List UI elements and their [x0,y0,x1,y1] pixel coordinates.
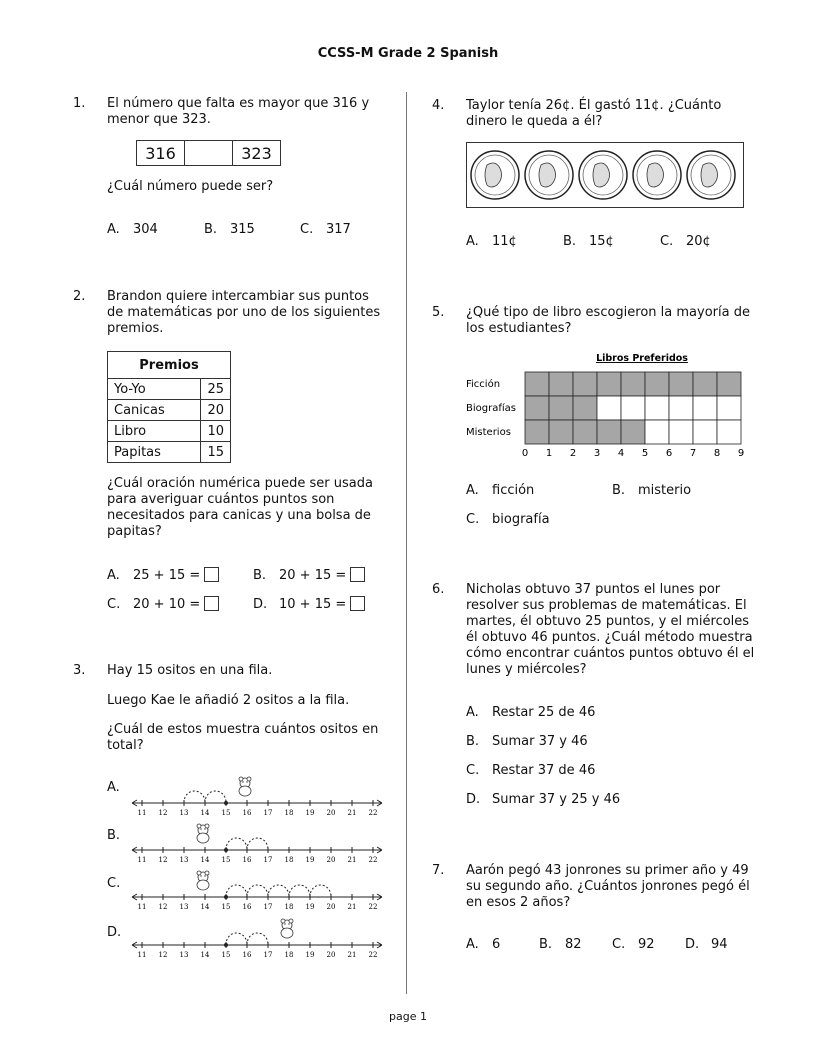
option-b[interactable] [539,937,582,952]
category-label: Misterios [466,427,511,438]
column-divider [406,92,407,994]
coins-illustration [467,143,743,207]
option-letter: B. [107,828,121,843]
answer-box [350,567,365,582]
option-text: misterio [638,483,692,498]
option-b[interactable] [107,828,120,843]
option-letter: D. [253,597,268,612]
bar-cell-filled [717,372,741,396]
tick-label: 11 [137,903,147,911]
tick-label: 20 [326,809,336,817]
option-text: Restar 25 de 46 [492,705,596,720]
bar-cell-empty [693,420,717,444]
option-a[interactable] [466,483,534,498]
tick-label: 17 [263,856,273,864]
bar-cell-filled [693,372,717,396]
option-letter: B. [612,483,626,498]
tick-label: 21 [347,809,357,817]
option-letter: A. [466,937,479,952]
tick-label: 15 [221,903,231,911]
x-tick-label: 3 [593,448,601,459]
start-dot [224,895,228,899]
option-letter: B. [253,568,267,583]
bar-cell-filled [621,420,645,444]
teddy-bear-icon [281,919,293,938]
table-row [108,442,231,463]
prize-name: Libro [108,421,201,442]
question-6-text: Nicholas obtuvo 37 puntos el lunes por resolver sus problemas de matemáticas. El martes, él obtuvo 25 puntos, y el miércoles él obtuvo 46 puntos. ¿Cuál método muestra cómo encontrar cuántos puntos obtuvo él el lunes y miércoles? [466,582,755,677]
category-label: Biografías [466,403,516,414]
option-b[interactable] [204,222,255,237]
missing-number-cell [185,141,233,166]
option-text: 92 [638,937,655,952]
bar-cell-filled [525,372,549,396]
option-a[interactable] [107,567,219,583]
option-text: 11¢ [492,234,517,249]
page-title: CCSS-M Grade 2 Spanish [317,46,499,61]
option-text: biografía [492,512,550,527]
tick-label: 15 [221,951,231,959]
bar-cell-empty [717,396,741,420]
option-c[interactable] [107,876,120,891]
answer-box [350,596,365,611]
option-d[interactable] [466,792,620,807]
bar-cell-filled [597,372,621,396]
question-2-prompt: ¿Cuál oración numérica puede ser usada para averiguar cuántos puntos son necesitados para canicas y una bolsa de papitas? [107,476,373,539]
option-text: Restar 37 de 46 [492,763,596,778]
question-7-number: 7. [432,863,445,878]
option-letter: A. [466,234,479,249]
bar-cell-empty [693,396,717,420]
hop-arc [184,791,205,803]
tick-label: 20 [326,856,336,864]
tick-label: 16 [242,856,252,864]
option-c[interactable] [466,763,595,778]
option-letter: C. [466,763,480,778]
option-a[interactable] [107,780,120,795]
x-tick-label: 2 [569,448,577,459]
nickel-coin-icon [525,151,573,199]
number-line-options [128,770,390,970]
option-c[interactable] [612,937,655,952]
bar-cell-empty [645,396,669,420]
bar-cell-empty [645,420,669,444]
tick-label: 18 [284,856,294,864]
tick-label: 15 [221,856,231,864]
option-b[interactable] [612,483,691,498]
question-1-prompt: ¿Cuál número puede ser? [107,179,274,194]
option-letter: C. [300,222,314,237]
tick-label: 19 [305,856,315,864]
option-letter: C. [660,234,674,249]
question-7-text: Aarón pegó 43 jonrones su primer año y 49 su segundo año. ¿Cuántos jonrones pegó él en esos 2 años? [466,863,750,910]
answer-box [204,596,219,611]
option-a[interactable] [466,937,500,952]
x-tick-label: 6 [665,448,673,459]
option-text: 6 [492,937,501,952]
tick-label: 11 [137,951,147,959]
tick-label: 14 [200,809,210,817]
option-letter: D. [685,937,700,952]
number-cell: 316 [137,141,185,166]
option-a[interactable] [466,705,595,720]
prize-points: 20 [201,400,231,421]
tick-label: 21 [347,903,357,911]
bar-cell-filled [549,396,573,420]
option-c[interactable] [107,596,219,612]
option-letter: A. [466,483,479,498]
teddy-bear-icon [197,824,209,843]
tick-label: 19 [305,903,315,911]
tick-label: 15 [221,809,231,817]
category-label: Ficción [466,379,501,390]
chart-title: Libros Preferidos [596,353,688,364]
option-letter: A. [107,222,120,237]
page-number: page 1 [389,1010,427,1023]
question-5-text: ¿Qué tipo de libro escogieron la mayoría de los estudiantes? [466,305,750,336]
start-dot [224,943,228,947]
option-b[interactable] [253,567,365,583]
option-letter: C. [107,876,121,891]
tick-label: 11 [137,856,147,864]
hop-arc [205,791,226,803]
question-3-prompt: ¿Cuál de estos muestra cuántos ositos en total? [107,722,379,753]
tick-label: 14 [200,903,210,911]
question-1-number: 1. [73,96,86,111]
tick-label: 21 [347,951,357,959]
bar-cell-filled [573,396,597,420]
question-2-number: 2. [73,289,86,304]
tick-label: 17 [263,903,273,911]
tick-label: 22 [368,809,378,817]
number-line [132,824,382,864]
hop-arc [247,885,268,897]
number-line [132,777,382,817]
option-letter: C. [466,512,480,527]
coins-box [466,142,744,208]
nickel-coin-icon [471,151,519,199]
bar-cell-filled [597,420,621,444]
prize-name: Yo-Yo [108,379,201,400]
question-3-number: 3. [73,663,86,678]
question-5-number: 5. [432,305,445,320]
tick-label: 17 [263,951,273,959]
bar-cell-empty [669,396,693,420]
option-c[interactable] [660,234,711,249]
option-letter: D. [466,792,481,807]
bar-cell-filled [525,420,549,444]
table-row [108,379,231,400]
option-d[interactable] [107,925,121,940]
tick-label: 17 [263,809,273,817]
tick-label: 21 [347,856,357,864]
option-letter: C. [107,597,121,612]
question-3-line-1: Hay 15 ositos en una fila. [107,663,273,678]
tick-label: 22 [368,951,378,959]
nickel-coin-icon [633,151,681,199]
tick-label: 16 [242,903,252,911]
x-tick-label: 4 [617,448,625,459]
option-text: 94 [711,937,728,952]
tick-label: 13 [179,903,189,911]
option-text: 82 [565,937,582,952]
prize-name: Canicas [108,400,201,421]
bar-cell-filled [669,372,693,396]
option-a[interactable] [466,234,517,249]
option-letter: C. [612,937,626,952]
bar-cell-filled [549,420,573,444]
bar-cell-filled [573,420,597,444]
option-text: 317 [326,222,351,237]
tick-label: 20 [326,903,336,911]
tick-label: 13 [179,951,189,959]
option-text: 15¢ [589,234,614,249]
tick-label: 12 [158,809,168,817]
x-tick-label: 5 [641,448,649,459]
option-letter: B. [466,734,480,749]
option-letter: D. [107,925,122,940]
x-tick-label: 7 [689,448,697,459]
hop-arc [268,885,289,897]
question-1-text: El número que falta es mayor que 316 y menor que 323. [107,96,370,127]
x-tick-label: 0 [521,448,529,459]
tick-label: 14 [200,951,210,959]
tick-label: 16 [242,809,252,817]
bar-cell-filled [621,372,645,396]
prize-points: 10 [201,421,231,442]
table-row [108,400,231,421]
bar-cell-filled [525,396,549,420]
tick-label: 14 [200,856,210,864]
option-letter: B. [539,937,553,952]
hop-arc [226,885,247,897]
number-line [132,871,382,911]
option-text: 20 + 10 = [133,597,201,612]
hop-arc [289,885,310,897]
answer-box [204,567,219,582]
tick-label: 19 [305,809,315,817]
bar-chart [462,348,752,462]
option-a[interactable] [107,222,158,237]
start-dot [224,801,228,805]
x-tick-label: 8 [713,448,721,459]
prizes-table [107,351,231,463]
x-tick-label: 9 [737,448,745,459]
tick-label: 20 [326,951,336,959]
number-line [132,919,382,959]
question-4-number: 4. [432,98,445,113]
tick-label: 18 [284,951,294,959]
option-b[interactable] [563,234,614,249]
prize-points: 15 [201,442,231,463]
hop-arc [247,933,268,945]
option-b[interactable] [466,734,588,749]
option-text: Sumar 37 y 46 [492,734,588,749]
hop-arc [310,885,331,897]
bar-cell-filled [549,372,573,396]
bar-cell-filled [573,372,597,396]
bar-cell-empty [717,420,741,444]
tick-label: 19 [305,951,315,959]
option-text: 304 [133,222,158,237]
hop-arc [247,838,268,850]
option-letter: B. [204,222,218,237]
tick-label: 18 [284,809,294,817]
bar-cell-filled [645,372,669,396]
tick-label: 16 [242,951,252,959]
tick-label: 11 [137,809,147,817]
hop-arc [226,838,247,850]
option-c[interactable] [466,512,550,527]
teddy-bear-icon [239,777,251,796]
tick-label: 18 [284,903,294,911]
prize-name: Papitas [108,442,201,463]
option-text: Sumar 37 y 25 y 46 [492,792,621,807]
prizes-table-header: Premios [108,352,231,379]
question-3-line-2: Luego Kae le añadió 2 ositos a la fila. [107,693,350,708]
number-table [136,140,281,166]
option-text: 10 + 15 = [279,597,347,612]
penny-coin-icon [687,151,735,199]
option-letter: A. [107,568,120,583]
nickel-coin-icon [579,151,627,199]
bar-cell-empty [597,396,621,420]
tick-label: 12 [158,951,168,959]
option-text: 20 + 15 = [279,568,347,583]
tick-label: 13 [179,856,189,864]
bar-cell-empty [669,420,693,444]
option-letter: A. [107,780,120,795]
option-letter: A. [466,705,479,720]
option-text: 25 + 15 = [133,568,201,583]
hop-arc [226,933,247,945]
option-letter: B. [563,234,577,249]
start-dot [224,848,228,852]
number-cell: 323 [233,141,281,166]
option-text: ficción [492,483,535,498]
bar-cell-empty [621,396,645,420]
teddy-bear-icon [197,871,209,890]
option-text: 315 [230,222,255,237]
question-6-number: 6. [432,582,445,597]
prize-points: 25 [201,379,231,400]
tick-label: 13 [179,809,189,817]
tick-label: 12 [158,903,168,911]
tick-label: 22 [368,903,378,911]
tick-label: 22 [368,856,378,864]
option-d[interactable] [685,937,728,952]
x-tick-label: 1 [545,448,553,459]
tick-label: 12 [158,856,168,864]
question-4-text: Taylor tenía 26¢. Él gastó 11¢. ¿Cuánto dinero le queda a él? [466,98,722,129]
question-2-text: Brandon quiere intercambiar sus puntos de matemáticas por uno de los siguientes premios. [107,289,381,336]
table-row [108,421,231,442]
option-text: 20¢ [686,234,711,249]
option-c[interactable] [300,222,351,237]
option-d[interactable] [253,596,365,612]
